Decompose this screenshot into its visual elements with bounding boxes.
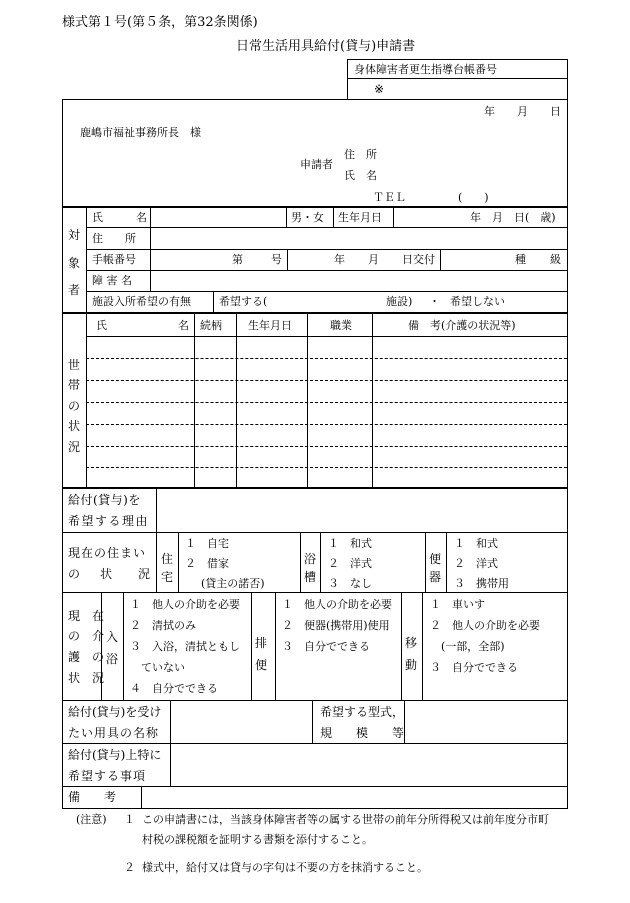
applicant-tel-label: ＴＥＬ [373,191,406,204]
care-side-line-4: 状 況 [68,671,105,685]
move-option-2[interactable]: ２ 他人の介助を必要 [430,619,540,632]
subject-birth-value: 年 月 日( 歳) [470,211,556,224]
household-col-birth: 生年月日 [248,319,292,332]
subject-issue-year: 年 [334,253,345,266]
note-1-number: １ [124,813,135,826]
excretion-option-1[interactable]: １ 他人の介助を必要 [282,598,392,611]
facility-wish[interactable]: 希望する( [219,295,268,308]
subject-issue-month: 月 [368,253,379,266]
care-excretion-label: 排 便 [254,636,267,672]
household-col-name-a: 氏 [96,319,107,332]
subject-disability-label: 障 害 名 [92,274,132,287]
household-side-label: 世 帯 の 状 況 [67,358,80,454]
bath-option-2[interactable]: ２ 洋式 [328,557,372,570]
date-month: 月 [517,105,528,118]
special-line1: 給付(貸与)上特に [68,748,162,762]
care-side-line-3: 護 の [68,650,105,664]
note-2-number: ２ [124,861,135,874]
care-bath-option-3b: ていない [130,661,185,674]
care-bath-option-2[interactable]: ２ 清拭のみ [130,619,196,632]
applicant-address-label: 住 所 [344,148,377,161]
subject-address-label: 住 所 [92,232,136,245]
special-line2: 希望する事項 [68,769,147,783]
move-option-1[interactable]: １ 車いす [430,598,485,611]
date-year: 年 [484,105,495,118]
care-side-line-2: の 介 [68,629,105,643]
bath-option-1[interactable]: １ 和式 [328,537,372,550]
move-option-3[interactable]: ３ 自分でできる [430,661,518,674]
care-bath-option-4[interactable]: ４ 自分でできる [130,682,218,695]
notes-head: (注意) [76,813,107,826]
toilet-option-3[interactable]: ３ 携帯用 [454,577,509,590]
ledger-label: 身体障害者更生指導台帳番号 [354,63,497,76]
facility-dot: ・ [429,295,440,308]
care-bath-label: 入 浴 [105,630,118,666]
residence-label-1: 現在の住まい [68,546,147,560]
date-day: 日 [550,105,561,118]
equipment-model-2: 規 模 等 [320,726,405,740]
household-col-name-b: 名 [178,319,189,332]
house-option-note: (貸主の諾否) [201,577,265,590]
note-1-line2: 村税の課税額を証明する書類を添付すること。 [142,833,373,846]
toilet-option-1[interactable]: １ 和式 [454,537,498,550]
move-option-2b: (一部，全部) [430,640,505,653]
household-col-note: 備 考(介護の状況等) [408,319,516,332]
bath-option-3[interactable]: ３ なし [328,577,372,590]
subject-facility-label: 施設入所希望の有無 [92,295,191,308]
residence-toilet-label: 便 器 [428,552,441,584]
remarks-label: 備 考 [68,790,117,804]
care-side-line-1: 現 在 [68,609,105,623]
excretion-option-3[interactable]: ３ 自分でできる [282,640,370,653]
subject-side-label: 対 象 者 [67,228,80,298]
applicant-name-label: 氏 名 [344,169,377,182]
facility-no[interactable]: 希望しない [450,295,505,308]
facility-end: 施設) [386,295,413,308]
applicant-tel-paren: ( ) [458,191,489,204]
residence-label-2a: の [68,567,81,581]
subject-sex[interactable]: 男・女 [291,211,324,224]
subject-notebook-dai: 第 [232,253,243,266]
form-reference: 様式第１号(第５条，第32条関係) [62,15,258,30]
residence-label-2c: 況 [138,567,151,581]
equipment-model-1: 希望する型式， [320,705,405,719]
residence-label-2b: 状 [100,567,113,581]
toilet-option-2[interactable]: ２ 洋式 [454,557,498,570]
addressee: 鹿嶋市福祉事務所長 様 [80,126,201,139]
subject-birth-label: 生年月日 [338,211,382,224]
note-1-line1: この申請書には，当該身体障害者等の属する世帯の前年分所得税又は前年度分市町 [142,813,549,826]
residence-bath-label: 浴 槽 [303,552,316,584]
note-2-line1: 様式中，給付又は貸与の字句は不要の方を抹消すること。 [142,861,428,874]
applicant-label: 申請者 [300,158,333,171]
subject-notebook-gou: 号 [271,253,282,266]
ledger-mark: ※ [374,82,385,96]
excretion-option-2[interactable]: ２ 便器(携帯用)使用 [282,619,390,632]
subject-notebook-label: 手帳番号 [92,253,136,266]
residence-house-label: 住 宅 [160,552,173,584]
care-bath-option-1[interactable]: １ 他人の介助を必要 [130,598,240,611]
reason-line2: 希望する理由 [68,514,150,528]
household-col-job: 職業 [330,319,352,332]
care-bath-option-3[interactable]: ３ 入浴，清拭ともし [130,640,240,653]
subject-grade-kind: 種 [515,253,526,266]
reason-line1: 給付(貸与)を [68,493,141,507]
subject-issue-day: 日交付 [402,253,435,266]
form-title: 日常生活用具給付(貸与)申請書 [236,39,416,54]
care-move-label: 移 動 [404,636,417,672]
equipment-line1: 給付(貸与)を受け [68,705,162,719]
subject-name-label: 氏 名 [92,211,147,224]
equipment-line2: たい用具の名称 [68,726,160,740]
subject-grade-level: 級 [550,253,561,266]
house-option-1[interactable]: １ 自宅 [185,537,229,550]
house-option-2[interactable]: ２ 借家 [185,557,229,570]
household-col-relation: 続柄 [200,319,222,332]
